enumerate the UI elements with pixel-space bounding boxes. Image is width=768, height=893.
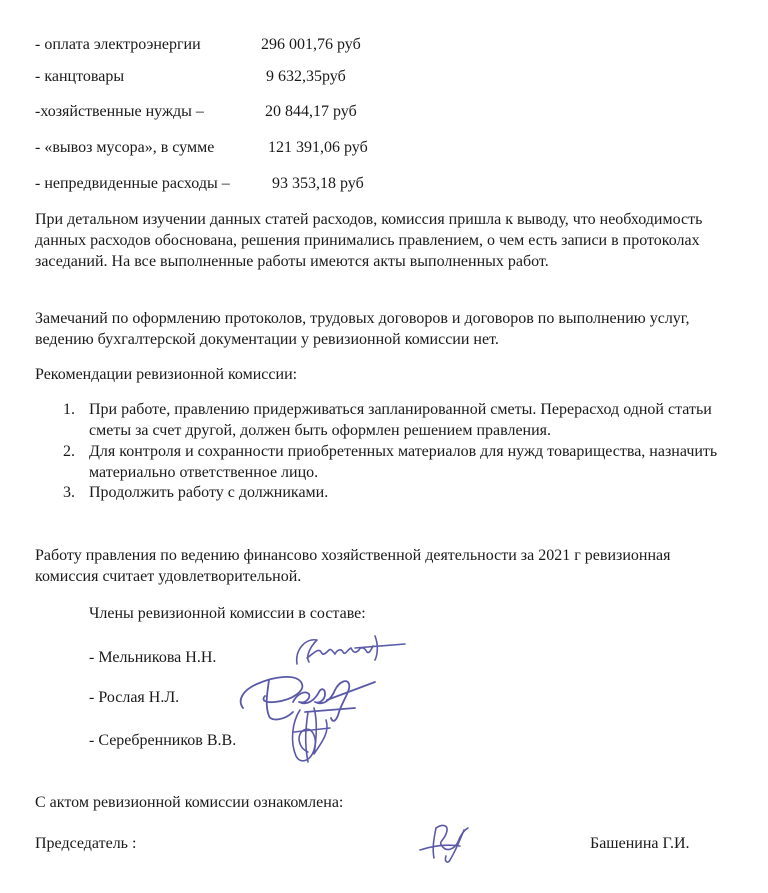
expense-label: - канцтовары <box>35 68 125 85</box>
expense-amount: 9 632,35руб <box>266 68 346 85</box>
expense-label: - непредвиденные расходы – <box>35 175 230 192</box>
assessment-paragraph: Работу правления по ведению финансово хозяйственной деятельности за 2021 г ревизионная комиссия считает удовлетворительной. <box>35 547 671 585</box>
expense-label: - оплата электроэнергии <box>35 36 201 53</box>
signature-chair <box>416 816 486 866</box>
member-name: - Серебренников В.В. <box>89 732 237 749</box>
chair-label: Председатель : <box>35 835 137 852</box>
chair-name: Башенина Г.И. <box>590 835 690 852</box>
acknowledgement-text: С актом ревизионной комиссии ознакомлена: <box>35 794 344 811</box>
expense-amount: 296 001,76 руб <box>261 36 361 53</box>
members-heading: Члены ревизионной комиссии в составе: <box>89 605 366 622</box>
expense-label: - «вывоз мусора», в сумме <box>35 139 215 156</box>
list-number: 2. <box>63 443 75 460</box>
conclusion-paragraph: При детальном изучении данных статей расходов, комиссия пришла к выводу, что необходимость данных расходов обоснована, решения принимались правлением, о чем есть записи в протоколах заседаний. На все выполненные работы имеются акты выполненных работ. <box>35 211 703 270</box>
list-number: 3. <box>63 484 75 501</box>
remarks-paragraph: Замечаний по оформлению протоколов, трудовых договоров и договоров по выполнению услуг, ведению бухгалтерской документации у ревизионной комиссии нет. <box>35 310 690 348</box>
member-name: - Рослая Н.Л. <box>89 689 180 706</box>
expense-amount: 121 391,06 руб <box>268 139 368 156</box>
list-item: Для контроля и сохранности приобретенных материалов для нужд товарищества, назначить материально ответственное лицо. <box>89 443 718 481</box>
expense-label: -хозяйственные нужды – <box>35 103 204 120</box>
list-number: 1. <box>63 401 75 418</box>
list-item: Продолжить работу с должниками. <box>89 484 329 501</box>
signature-serebrennikov <box>278 702 358 772</box>
expense-amount: 93 353,18 руб <box>272 175 364 192</box>
expense-amount: 20 844,17 руб <box>265 103 357 120</box>
member-name: - Мельникова Н.Н. <box>89 649 217 666</box>
recommendations-heading: Рекомендации ревизионной комиссии: <box>35 366 298 383</box>
list-item: При работе, правлению придерживаться запланированной сметы. Перерасход одной статьи сметы за счет другой, должен быть оформлен решением правления. <box>89 401 712 439</box>
